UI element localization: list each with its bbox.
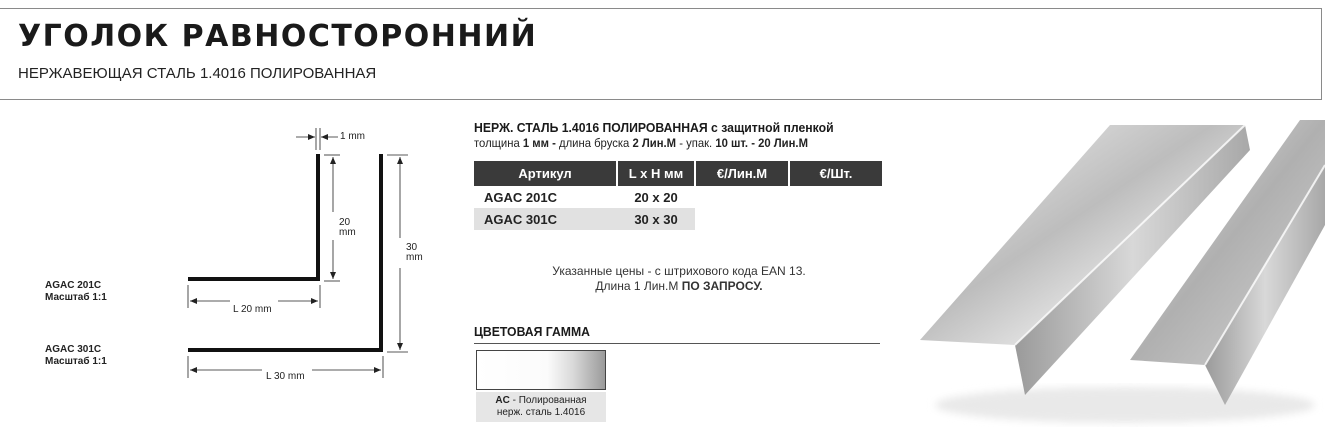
- height-small-value: 20: [339, 217, 351, 228]
- thickness-label: 1 mm: [340, 131, 365, 142]
- profile-201c-label: [45, 280, 107, 304]
- color-swatch-caption: [476, 392, 606, 422]
- spec-pack-value: 10 шт. - 20 Лин.М: [715, 136, 808, 150]
- swatch-desc-line2: нерж. сталь 1.4016: [496, 407, 586, 418]
- height-large-value: 30: [406, 242, 418, 253]
- article-table: [474, 161, 882, 230]
- table-row: [474, 208, 882, 230]
- color-swatch-ac: [476, 350, 606, 390]
- note-on-request: ПО ЗАПРОСУ.: [681, 279, 763, 293]
- spec-length-value: 2 Лин.М: [632, 136, 677, 150]
- table-row: [474, 186, 882, 208]
- profile-drawing-svg: [0, 100, 470, 441]
- product-photo: [905, 105, 1325, 441]
- steel-angle-photo-svg: [905, 105, 1325, 441]
- profile-scale: Масштаб 1:1: [45, 292, 107, 303]
- color-range-divider: [474, 343, 880, 344]
- cell-size: 20 x 20: [617, 186, 695, 208]
- note-length: Длина 1 Лин.М: [595, 279, 682, 293]
- col-header-price-piece: €/Шт.: [789, 161, 882, 186]
- height-large-unit: mm: [406, 252, 423, 263]
- profile-code: AGAC 201C: [45, 280, 102, 291]
- cell-size: 30 x 30: [617, 208, 695, 230]
- height-small-label: [339, 218, 356, 238]
- height-large-label: [406, 243, 423, 263]
- swatch-code: AC: [495, 395, 510, 406]
- page-title: УГОЛОК РАВНОСТОРОННИЙ: [18, 19, 538, 54]
- product-spec: [474, 120, 884, 150]
- cell-article: AGAC 301C: [474, 208, 617, 230]
- spec-pack-label: - упак.: [676, 136, 716, 150]
- profile-301c-shape: [188, 154, 383, 352]
- height-small-unit: mm: [339, 227, 356, 238]
- spec-length-label: длина бруска: [558, 136, 633, 150]
- col-header-price-meter: €/Лин.М: [695, 161, 789, 186]
- swatch-desc-line1: - Полированная: [509, 395, 587, 406]
- header-box: [0, 8, 1322, 100]
- cell-price-meter: [695, 208, 789, 230]
- technical-drawing: [0, 100, 470, 441]
- color-range-title: ЦВЕТОВАЯ ГАММА: [474, 324, 590, 339]
- profile-201c-shape: [188, 154, 320, 281]
- cell-article: AGAC 201C: [474, 186, 617, 208]
- length-large-label: L 30 mm: [266, 371, 305, 382]
- cell-price-meter: [695, 186, 789, 208]
- spec-thickness-value: 1 мм -: [522, 136, 559, 150]
- spec-material: НЕРЖ. СТАЛЬ 1.4016 ПОЛИРОВАННАЯ с защитной пленкой: [474, 120, 834, 135]
- spec-thickness-label: толщина: [474, 136, 523, 150]
- profile-scale: Масштаб 1:1: [45, 356, 107, 367]
- profile-301c-label: [45, 344, 107, 368]
- col-header-article: Артикул: [474, 161, 617, 186]
- profile-code: AGAC 301C: [45, 344, 102, 355]
- note-line2: [474, 279, 884, 294]
- length-small-label: L 20 mm: [233, 304, 272, 315]
- page-subtitle: НЕРЖАВЕЮЩАЯ СТАЛЬ 1.4016 ПОЛИРОВАННАЯ: [18, 65, 377, 82]
- cell-price-piece: [789, 208, 882, 230]
- col-header-size: L x H мм: [617, 161, 695, 186]
- note-line1: Указанные цены - с штрихового кода EAN 13.: [552, 264, 806, 278]
- cell-price-piece: [789, 186, 882, 208]
- spec-details: [474, 136, 859, 150]
- pricing-note: [474, 264, 884, 294]
